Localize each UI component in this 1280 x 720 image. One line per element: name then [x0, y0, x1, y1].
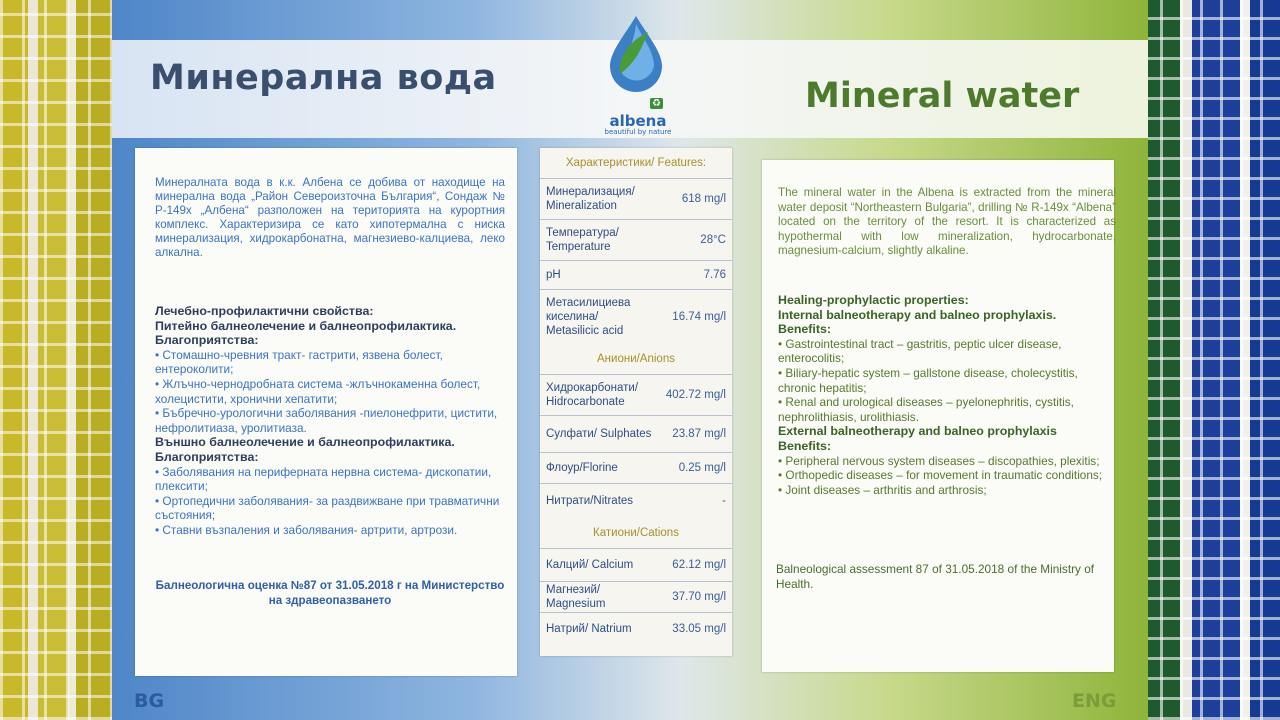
list-item: • Joint diseases – arthritis and arthrosis; [778, 482, 987, 497]
en-heading-external: External balneotherapy and balneo prophylaxis [778, 424, 1057, 439]
bg-heading-internal: Питейно балнеолечение и балнеопрофилактика. [155, 318, 457, 333]
row-name: Флоур/Florine [546, 462, 618, 474]
row-name: Калций/ Calcium [546, 559, 634, 571]
list-item: • Заболявания на периферната нервна система- дископатии, плексити; [155, 464, 492, 494]
row-name: Сулфати/ Sulphates [546, 428, 652, 440]
list-item: • Ставни възпаления и заболявания- артрити, артрози. [155, 522, 458, 537]
list-item: • Жлъчно-чернодробната система -жлъчнокаменна болест, холецистити, хронични хепатити; [155, 376, 481, 406]
bg-heading-benefits: Благоприятства: [155, 333, 259, 348]
table-row [540, 374, 732, 415]
row-name: Натрий/ Natrium [546, 623, 632, 635]
list-item: • Peripheral nervous system diseases – discopathies, plexitis; [778, 453, 1100, 468]
mosaic-wall-right [1140, 0, 1280, 720]
bg-heading-benefits-2: Благоприятства: [155, 449, 259, 464]
list-item: • Orthopedic diseases – for movement in traumatic conditions; [778, 468, 1103, 483]
table-row [540, 415, 732, 452]
row-value: 16.74 mg/l [672, 311, 726, 323]
table-row [540, 260, 732, 289]
row-value: 62.12 mg/l [672, 559, 726, 571]
table-row [540, 289, 732, 344]
row-name: Минерализация/ Mineralization [546, 186, 635, 212]
row-value: 618 mg/l [681, 193, 726, 205]
row-value: 28°C [700, 234, 726, 246]
mosaic-wall-left [0, 0, 120, 720]
list-item: • Ортопедични заболявания- за раздвижване при травматични състояния; [155, 493, 500, 523]
table-row [540, 219, 732, 260]
bg-properties [155, 304, 505, 538]
list-item: • Бъбречно-урологични заболявания -пиелонефрити, цистити, нефролитиаза, уролитиаза. [155, 406, 498, 435]
table-row [540, 178, 732, 219]
row-name: pH [546, 269, 561, 281]
en-heading-properties: Healing-prophylactic properties: [778, 293, 969, 307]
en-assessment-note: Balneological assessment 87 of 31.05.2018 of the Ministry of Health. [776, 562, 1095, 591]
list-item: • Renal and urological diseases – pyelonephritis, cystitis, nephrolithiasis, urolithiasis. [778, 395, 1074, 424]
row-value: 7.76 [703, 269, 726, 281]
row-name: Температура/ Temperature [546, 227, 619, 253]
section-cations: Катиони/Cations [593, 527, 679, 539]
list-item: • Gastrointestinal tract – gastritis, peptic ulcer disease, enterocolitis; [778, 336, 1062, 366]
list-item: • Biliary-hepatic system – gallstone disease, cholecystitis, chronic hepatitis; [778, 365, 1078, 395]
row-value: 402.72 mg/l [665, 389, 726, 401]
language-label-bg: BG [134, 690, 165, 712]
title-bulgarian: Минерална вода [150, 58, 497, 98]
list-item: • Стомашно-чревния тракт- гастрити, язвена болест, ентероколити; [155, 347, 443, 377]
row-value: 0.25 mg/l [678, 462, 726, 474]
table-row [540, 483, 732, 518]
row-name: Хидрокарбонати/ Hidrocarbonate [546, 382, 639, 408]
row-value: 23.87 mg/l [672, 428, 726, 440]
table-row [540, 452, 732, 483]
table-row [540, 612, 732, 645]
row-name: Нитрати/Nitrates [546, 495, 634, 507]
water-drop-leaf-icon [608, 14, 664, 92]
table-row [540, 581, 732, 612]
bg-heading-external: Външно балнеолечение и балнеопрофилактика. [155, 435, 455, 450]
bg-assessment-note: Балнеологична оценка №87 от 31.05.2018 г на Министерство на здравеопазването [155, 579, 505, 607]
row-value: - [722, 495, 726, 507]
en-heading-internal: Internal balneotherapy and balneo prophylaxis. [778, 307, 1057, 322]
section-anions: Аниони/Anions [597, 353, 675, 365]
table-row [540, 548, 732, 581]
row-name: Магнезий/ Magnesium [546, 584, 606, 610]
bg-heading-properties: Лечебно-профилактични свойства: [155, 304, 374, 318]
language-label-en: ENG [1072, 690, 1117, 712]
row-value: 37.70 mg/l [672, 591, 726, 603]
title-english: Mineral water [805, 76, 1080, 116]
composition-table [540, 148, 732, 645]
section-features: Характеристики/ Features: [565, 157, 707, 169]
en-intro-text: The mineral water in the Albena is extracted from the mineral water deposit “Northeastern Bulgaria”, drilling № R-149x “Albena” located on the territory of the resort. It is characterized as hypothermal with low mineralization, hydrocarbonate, magnesium-calcium, slightly alkaline. [778, 186, 1116, 257]
en-properties [778, 293, 1116, 497]
row-name: Метасилициева киселина/ Metasilicic acid [546, 297, 631, 337]
logo-brand: albena [609, 112, 667, 130]
logo-tagline: beautiful by nature [604, 128, 672, 136]
row-value: 33.05 mg/l [672, 623, 726, 635]
recycle-icon: ♻ [652, 98, 661, 109]
bg-intro-text: Минералната вода в к.к. Албена се добива от находище на минерална вода „Район Североизточна България“, Сондаж № Р-149х „Албена“ разположен на територията на курортния комплекс. Характеризира се като хипотермална с ниска минерализация, хидрокарбонатна, магнезиево-калциева, леко алкална. [155, 176, 505, 259]
en-heading-benefits-2: Benefits: [778, 438, 832, 453]
en-heading-benefits: Benefits: [778, 322, 832, 337]
albena-logo [598, 8, 678, 136]
